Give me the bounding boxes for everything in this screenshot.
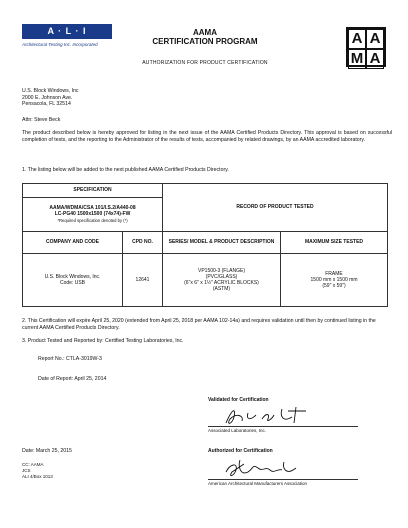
- cc-line: JCS: [22, 468, 31, 473]
- title-program: CERTIFICATION PROGRAM: [152, 37, 258, 46]
- item-1: 1. The listing below will be added to the next published AAMA Certified Products Directory.: [22, 167, 229, 173]
- series-line: (PVC/GLASS): [205, 273, 238, 280]
- company-code: Code: USB: [59, 280, 85, 286]
- report-number: Report No.: CTLA-3019W-3: [38, 356, 102, 362]
- validated-label: Validated for Certification: [208, 397, 269, 403]
- signature-line: [208, 479, 358, 480]
- spec-line: AAMA/WDMA/CSA 101/I.S.2/A440-08: [49, 205, 136, 212]
- company-name: U.S. Block Windows, Inc.: [44, 273, 101, 280]
- size-line: 1500 mm x 1500 mm: [310, 276, 358, 283]
- col-size: MAXIMUM SIZE TESTED: [281, 232, 388, 254]
- report-date: Date of Report: April 25, 2014: [38, 376, 107, 382]
- aama-logo-letter: A: [348, 29, 366, 49]
- series-line: (6"x 6" x 1½" ACRYLIC BLOCKS): [184, 280, 259, 286]
- authorizer-name: American Architectural Manufacturers Association: [208, 481, 308, 486]
- col-company: COMPANY AND CODE: [23, 232, 123, 254]
- date-line: Date: March 25, 2015: [22, 448, 72, 454]
- item-2: 2. This Certification will expire April 25, 2020 (extended from April 25, 2018 per AAMA 102-14a) and requires validation until then by continued listing in the current AAMA Certified Products Directory.: [22, 318, 376, 331]
- aama-logo-letter: A: [366, 29, 384, 49]
- cc-block: [22, 462, 53, 480]
- aama-logo: [346, 27, 386, 67]
- series-line: VP1500-3 (FLANGE): [198, 267, 245, 274]
- recipient-address: [22, 88, 79, 108]
- aama-logo-letter: M: [348, 49, 366, 69]
- intro-paragraph: The product described below is hereby approved for listing in the next issue of the AAMA Certified Products Directory. This approval is based on successful completion of tests, and the reporting to the Administrator of the results of tests, accompanied by related drawings, by an AAMA accredited laboratory.: [22, 130, 392, 143]
- address-line: U.S. Block Windows, Inc: [22, 88, 79, 94]
- validator-signature: [222, 405, 312, 427]
- col-series: SERIES/ MODEL & PRODUCT DESCRIPTION: [163, 232, 281, 254]
- item-3: 3. Product Tested and Reported by: Certified Testing Laboratories, Inc.: [22, 338, 184, 344]
- title-aama: AAMA: [193, 28, 217, 37]
- ali-tagline: Architectural Testing Inc. Incorporated: [22, 42, 98, 47]
- authorizer-signature: [222, 458, 302, 480]
- cpd-cell: 12641: [123, 254, 163, 307]
- address-line: 2000 E. Johnson Ave.: [22, 94, 73, 101]
- cc-line: CC: AAMA: [22, 462, 44, 467]
- address-line: Pensacola, FL 32514: [22, 101, 71, 108]
- signature-line: [208, 426, 358, 427]
- record-header: RECORD OF PRODUCT TESTED: [163, 184, 388, 232]
- aama-logo-letter: A: [366, 49, 384, 69]
- spec-cell: [23, 198, 163, 232]
- ali-logo: A · L · I: [22, 24, 112, 39]
- spec-line: LC-PG40 1500x1500 (74x74)-FW: [54, 211, 131, 218]
- series-line: (ASTM): [212, 286, 231, 293]
- series-cell: [163, 254, 281, 307]
- spec-header: SPECIFICATION: [23, 184, 163, 198]
- size-cell: [281, 254, 388, 307]
- size-line: (59" x 59"): [322, 283, 346, 290]
- subtitle: AUTHORIZATION FOR PRODUCT CERTIFICATION: [142, 60, 268, 66]
- authorized-label: Authorized for Certification: [208, 448, 273, 454]
- col-cpd: CPD NO.: [123, 232, 163, 254]
- cc-line: ALI 4/Box 1013: [22, 474, 53, 479]
- attention-line: Attn: Steve Beck: [22, 117, 61, 123]
- validator-name: Associated Laboratories, Inc.: [208, 428, 267, 433]
- size-line: FRAME: [325, 270, 343, 277]
- spec-note: *Required specification denoted by (*): [57, 217, 128, 223]
- spec-table: [22, 183, 388, 307]
- company-cell: [23, 254, 123, 307]
